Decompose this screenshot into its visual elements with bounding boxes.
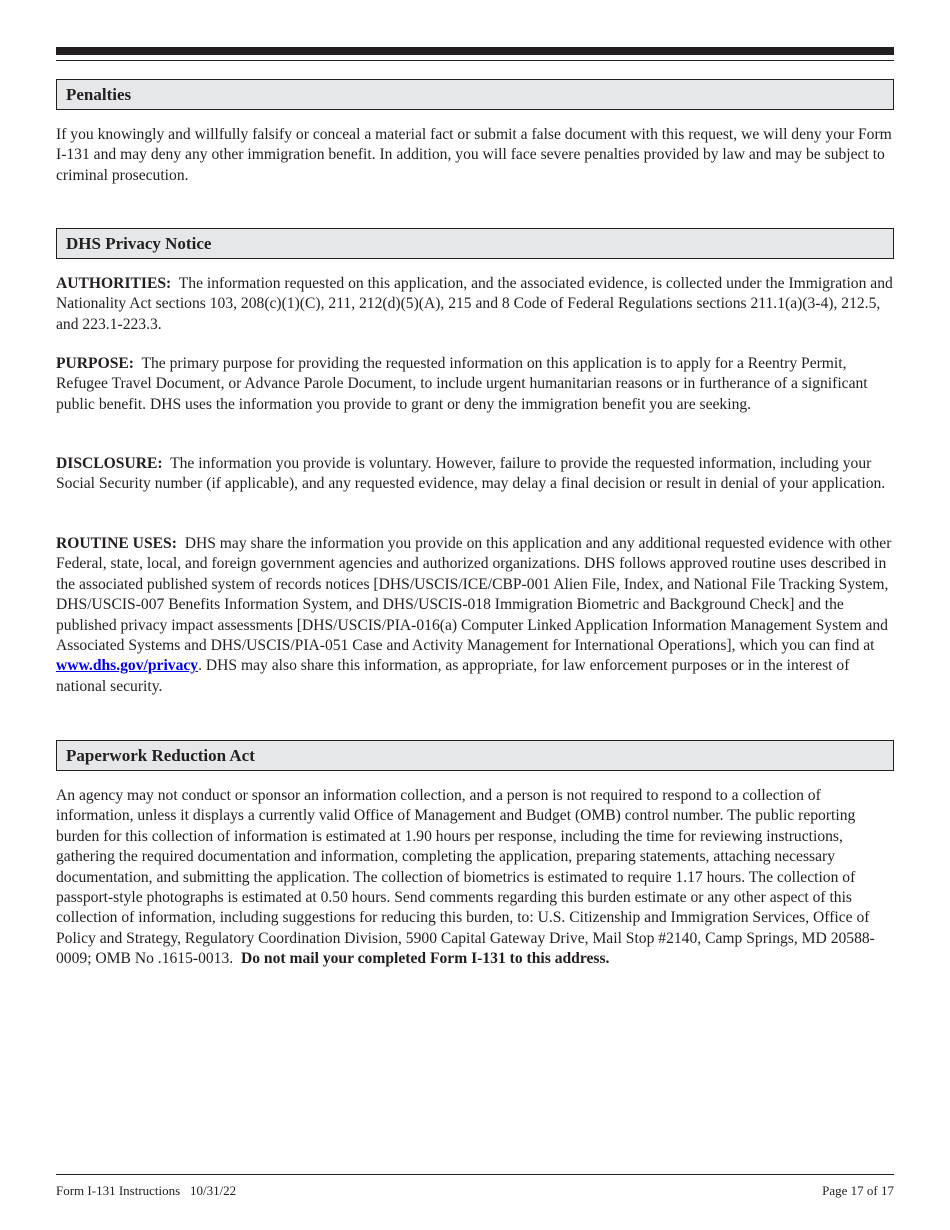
top-thin-rule [56, 60, 894, 61]
authorities-text: The information requested on this application, and the associated evidence, is collected under the Immigration and Nationality Act sections 103, 208(c)(1)(C), 211, 212(d)(5)(A), 215 and 8 Code of Federal Regulations sections 211.1(a)(3-4), 212.5, and 223.1-223.3. [56, 275, 893, 333]
dhs-privacy-link[interactable]: www.dhs.gov/privacy [56, 657, 199, 675]
footer-form-id: Form I-131 Instructions 10/31/22 [56, 1183, 237, 1198]
footer-page-number: Page 17 of 17 [822, 1183, 894, 1198]
paperwork-title: Paperwork Reduction Act [66, 746, 255, 765]
disclosure-text: The information you provide is voluntary. However, failure to provide the requested information, including your Social Security number (if applicable), and any requested evidence, may delay a final decision or result in denial of your application. [56, 455, 886, 493]
privacy-title: DHS Privacy Notice [66, 234, 212, 253]
penalties-title: Penalties [66, 85, 132, 104]
footer-rule [56, 1174, 894, 1175]
routine-uses-text-after: . DHS may also share this information, as appropriate, for law enforcement purposes or in the interest of national security. [56, 657, 850, 695]
paperwork-header [56, 740, 894, 771]
top-thick-rule [56, 47, 894, 55]
disclosure-label: DISCLOSURE: [56, 455, 163, 472]
penalties-header [56, 79, 894, 110]
disclosure-paragraph [56, 454, 896, 495]
authorities-label: AUTHORITIES: [56, 275, 172, 292]
paperwork-paragraph [56, 786, 896, 970]
purpose-text: The primary purpose for providing the requested information on this application is to apply for a Reentry Permit, Refugee Travel Document, or Advance Parole Document, to include urgent humanitarian reasons or in furtherance of a significant public benefit. DHS uses the information you provide to grant or deny the immigration benefit you are seeking. [56, 355, 868, 413]
penalties-text: If you knowingly and willfully falsify or conceal a material fact or submit a false document with this request, we will deny your Form I-131 and may deny any other immigration benefit. In addition, you will face severe penalties provided by law and may be subject to criminal prosecution. [56, 126, 892, 184]
purpose-label: PURPOSE: [56, 355, 134, 372]
privacy-header [56, 228, 894, 259]
routine-uses-label: ROUTINE USES: [56, 535, 177, 552]
paperwork-text: An agency may not conduct or sponsor an information collection, and a person is not required to respond to a collection of information, unless it displays a currently valid Office of Management and Budget (OMB) control number. The public reporting burden for this collection of information is estimated at 1.90 hours per response, including the time for reviewing instructions, gathering the required documentation and information, completing the application, preparing statements, attaching necessary documentation, and submitting the application. The collection of biometrics is estimated to require 1.17 hours. The collection of passport-style photographs is estimated at 0.50 hours. Send comments regarding this burden estimate or any other aspect of this collection of information, including suggestions for reducing this burden, to: U.S. Citizenship and Immigration Services, Office of Policy and Strategy, Regulatory Coordination Division, 5900 Capital Gateway Drive, Mail Stop #2140, Camp Springs, MD 20588-0009; OMB No .1615-0013. [56, 787, 875, 968]
authorities-paragraph [56, 274, 896, 335]
purpose-paragraph [56, 354, 896, 415]
routine-uses-paragraph [56, 534, 896, 697]
routine-uses-text: DHS may share the information you provide on this application and any additional requested evidence with other Federal, state, local, and foreign government agencies and authorized organizations. DHS follows approved routine uses described in the associated published system of records notices [DHS/USCIS/ICE/CBP-001 Alien File, Index, and National File Tracking System, DHS/USCIS-007 Benefits Information System, and DHS/USCIS-018 Immigration Biometric and Background Check] and the published privacy impact assessments [DHS/USCIS/PIA-016(a) Computer Linked Application Information Management System and Associated Systems and DHS/USCIS/PIA-051 Case and Activity Management for International Operations], which you can find at [56, 535, 892, 655]
paperwork-bold-notice: Do not mail your completed Form I-131 to this address. [240, 950, 610, 968]
